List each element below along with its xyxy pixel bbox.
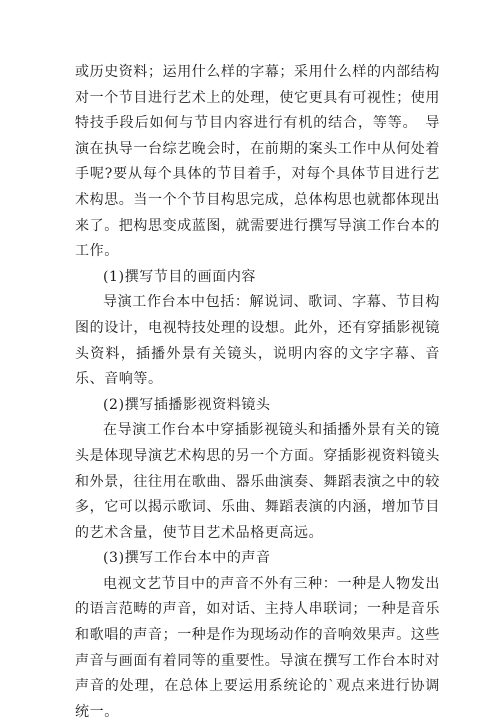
paragraph-section-2: 在导演工作台本中穿插影视镜头和插播外景有关的镜头是体现导演艺术构思的另一个方面。穿插影视资料镜头和外景，往往用在歌曲、器乐曲演奏、舞蹈表演之中的较多，它可以揭示歌词、乐曲、舞蹈表演的内涵，增加节目的艺术含量，使节目艺术品格更高远。 (75, 422, 440, 541)
section-heading-1: (1)撰写节目的画面内容 (103, 268, 257, 285)
paragraph-section-1: 导演工作台本中包括：解说词、歌词、字幕、节目构图的设计，电视特技处理的设想。此外，还有穿插影视镜头资料，插播外景有关镜头，说明内容的文字字幕、音乐、音响等。 (75, 294, 440, 388)
document-body (75, 60, 440, 725)
paragraph-intro: 或历史资料；运用什么样的字幕；采用什么样的内部结构对一个节目进行艺术上的处理，使它更具有可视性；使用特技手段后如何与节目内容进行有机的结合，等等。 导演在执导一台综艺晚会时，在前期的案头工作中从何处着手呢?要从每个具体的节目着手，对每个具体节目进行艺术构思。当一个个节目构思完成，总体构思也就都体现出来了。把构思变成蓝图，就需要进行撰写导演工作台本的工作。 (75, 64, 440, 260)
paragraph-section-3: 电视文艺节目中的声音不外有三种：一种是人物发出的语言范畴的声音，如对话、主持人串联词；一种是音乐和歌唱的声音；一种是作为现场动作的音响效果声。这些声音与画面有着同等的重要性。导演在撰写工作台本时对声音的处理，在总体上要运用系统论的`观点来进行协调统一。 (75, 575, 440, 720)
section-heading-3: (3)撰写工作台本中的声音 (103, 550, 271, 567)
section-heading-2: (2)撰写插播影视资料镜头 (103, 396, 271, 413)
